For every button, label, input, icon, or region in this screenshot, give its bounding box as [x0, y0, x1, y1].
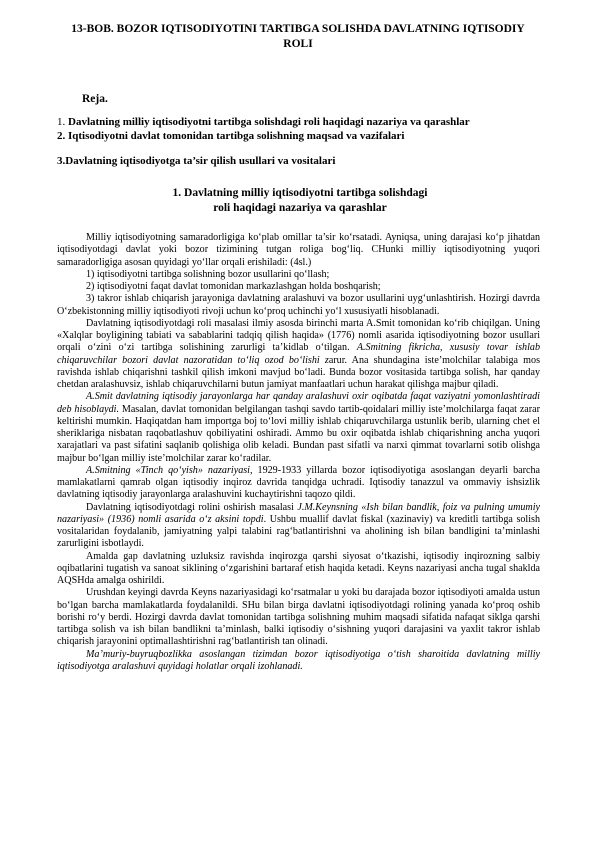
- paragraph-5: [57, 502, 540, 551]
- paragraph-3-text: Masalan, davlat tomonidan belgilangan tashqi savdo tartib-qoidalari milliy iste’molchilarga faqat zarar keltirishi mumkin. Haqiqatdan ham importga boj to‘lovi milliy ishlab chiqaruvchilarga ustunlik berib, ularning chet el sheriklariga nisbatan raqobatlashuv qobiliyatini oshiradi. Ammo bu oxir oqibatda ishlab chiqarishning ancha yuqori xarajatlari va past sifatini saqlanib qolishiga olib keladi. Bundan past sifatli va narxi qimmat tovarlarni sotib olishga majbur bo‘lgan milliy iste’molchilar zarar ko‘radilar.: [57, 403, 540, 464]
- paragraph-4-italic: A.Smitning «Tinch qo‘yish» nazariyasi: [86, 464, 250, 476]
- plan-item-number: 2.: [57, 130, 66, 142]
- plan-item-2: [57, 129, 404, 143]
- paragraph-3-italic: A.Smit davlatning iqtisodiy jarayonlarga har qanday aralashuvi oxir oqibatda faqat vaziyatni yomonlashtiradi deb hisoblaydi.: [57, 391, 540, 415]
- plan-item-1: [57, 115, 470, 129]
- paragraph-8: Ma’muriy-buyruqbozlikka asoslangan tizimdan bozor iqtisodiyotiga o‘tish sharoitida davlatning milliy iqtisodiyotga aralashuvi quyidagi holatlar orqali izohlanadi.: [57, 648, 540, 672]
- paragraph-2-text-a: Davlatning iqtisodiyotdagi roli masalasi ilmiy asosda birinchi marta A.Smit tomonidan ko‘rib chiqilgan. Uning «Xalqlar boyligining tabiati va sabablarini tadqiq qilish haqida» (1776) nomli asarida iqtisodiyotning bozor usullari orqali o‘zini o‘zi tartibga solishining zarurligi ta’kidlab o‘tilgan.: [57, 317, 540, 354]
- paragraph-2: [57, 318, 540, 392]
- list-item-1: 1) iqtisodiyotni tartibga solishning bozor usullarini qo‘llash;: [86, 268, 330, 280]
- chapter-title-line1: 13-BOB. BOZOR IQTISODIYOTINI TARTIBGA SOLISHDA DAVLATNING IQTISODIY: [71, 23, 525, 35]
- chapter-title-line2: ROLI: [283, 38, 313, 50]
- paragraph-5-italic: J.M.Keynsning «Ish bilan bandlik, foiz va pulning umumiy nazariyasi» (1936) nomli asarida o‘z aksini topdi: [57, 501, 540, 525]
- paragraph-4-text: , 1929-1933 yillarda bozor iqtisodiyotiga asoslangan deyarli barcha mamlakatlarni qamrab olgan iqtisodiy inqiroz davrida tanqidga uchradi. Iqtisodiy tanazzul va ommaviy ishsizlik davlatning iqtisodiy jarayonlarga aralashuvini kuchaytirishni taqozo qildi.: [57, 464, 540, 501]
- paragraph-5-text-a: Davlatning iqtisodiyotdagi rolini oshirish masalasi: [86, 501, 298, 513]
- list-item-3: 3) takror ishlab chiqarish jarayoniga davlatning aralashuvi va bozor usullarini uyg‘unlashtirish. Hozirgi davrda O‘zbekistonning milliy iqtisodiyoti rivoji uchun ko‘proq uchinchi yo‘l xususiyatli hisoblanadi.: [57, 293, 540, 317]
- plan-heading: Reja.: [82, 93, 108, 105]
- paragraph-5-text-b: . Ushbu muallif davlat fiskal (xazinaviy) va kreditli tartibga solish vositalaridan foydalanib, jamiyatning yalpi talabini rag‘batlantirishni va aholining ish bilan bandligini ta’minlashi zarurligini isbotlaydi.: [57, 513, 540, 550]
- paragraph-3: [57, 391, 540, 465]
- plan-item-text: Iqtisodiyotni davlat tomonidan tartibga solishning maqsad va vazifalari: [68, 130, 405, 142]
- section-title-line2: roli haqidagi nazariya va qarashlar: [213, 202, 387, 214]
- plan-item-text: Davlatning milliy iqtisodiyotni tartibga solishdagi roli haqidagi nazariya va qarashlar: [68, 116, 470, 128]
- body-text: [57, 232, 540, 673]
- section-title-line1: 1. Davlatning milliy iqtisodiyotni tartibga solishdagi: [172, 187, 428, 199]
- plan-item-number: 3.: [57, 155, 66, 167]
- chapter-title: [60, 22, 536, 52]
- paragraph-2-italic: A.Smitning fikricha, xususiy tovar ishlab chiqaruvchilar bozori davlat nazoratidan to‘liq ozod bo‘lishi z: [57, 342, 540, 366]
- section-title: [100, 186, 500, 216]
- paragraph-1: Milliy iqtisodiyotning samaradorligiga ko‘plab omillar ta’sir ko‘rsatadi. Ayniqsa, uning darajasi ko‘p jihatdan iqtisodiyotdagi davlat yoki bozor tizimining tutgan roliga bog‘liq. CHunki milliy iqtisodiyotning yuqori samaradorligiga asosan quyidagi yo‘llar orqali erishiladi: (4sl.): [57, 232, 540, 268]
- list-item-2: 2) iqtisodiyotni faqat davlat tomonidan markazlashgan holda boshqarish;: [86, 281, 381, 292]
- paragraph-4: [57, 465, 540, 502]
- paragraph-2-text-b: arur. Ana shundagina iste’molchilar talabiga mos ravishda ishlab chiqarishni tashkil qilish imkoni mavjud bo‘ladi. Bunda bozor vositasida tartibga solish, har qanday chetdan aralashuvsiz, ishlab chiqaruvchilarni butun jamiyat manfaatlari uchun harakat qilishga majbur qiladi.: [57, 354, 541, 390]
- plan-item-number: 1.: [57, 116, 66, 128]
- paragraph-7: Urushdan keyingi davrda Keyns nazariyasidagi ko‘rsatmalar u yoki bu darajada bozor iqtisodiyoti amalda ustun bo‘lgan barcha mamlakatlarda foydalanildi. SHu bilan birga davlatni iqtisodiyotdagi rolining yanada ko‘proq oshib borishi ro‘y berdi. Hozirgi davrda davlat tomonidan tartibga solishning muhim maqsadi sifatida nafaqat siklga qarshi tartibga solish va ish bilan bandlikni ta’minlash, balki iqtisodiy o‘sishning yuqori darajasini va yaxlit takror ishlab chiqarish jarayonini optimallashtirishni rag‘batlantirish tan olinadi.: [57, 587, 540, 648]
- plan-item-text: Davlatning iqtisodiyotga ta’sir qilish usullari va vositalari: [65, 155, 336, 167]
- plan-item-3: [57, 154, 335, 168]
- paragraph-6: Amalda gap davlatning uzluksiz ravishda inqirozga qarshi siyosat o‘tkazishi, iqtisodiy inqirozning salbiy oqibatlarini tugatish va sanoat siklining o‘zgarishini bartaraf etish haqida ketadi. Keyns nazariyasi ancha tugal shaklda AQSHda amalga oshirildi.: [57, 550, 540, 586]
